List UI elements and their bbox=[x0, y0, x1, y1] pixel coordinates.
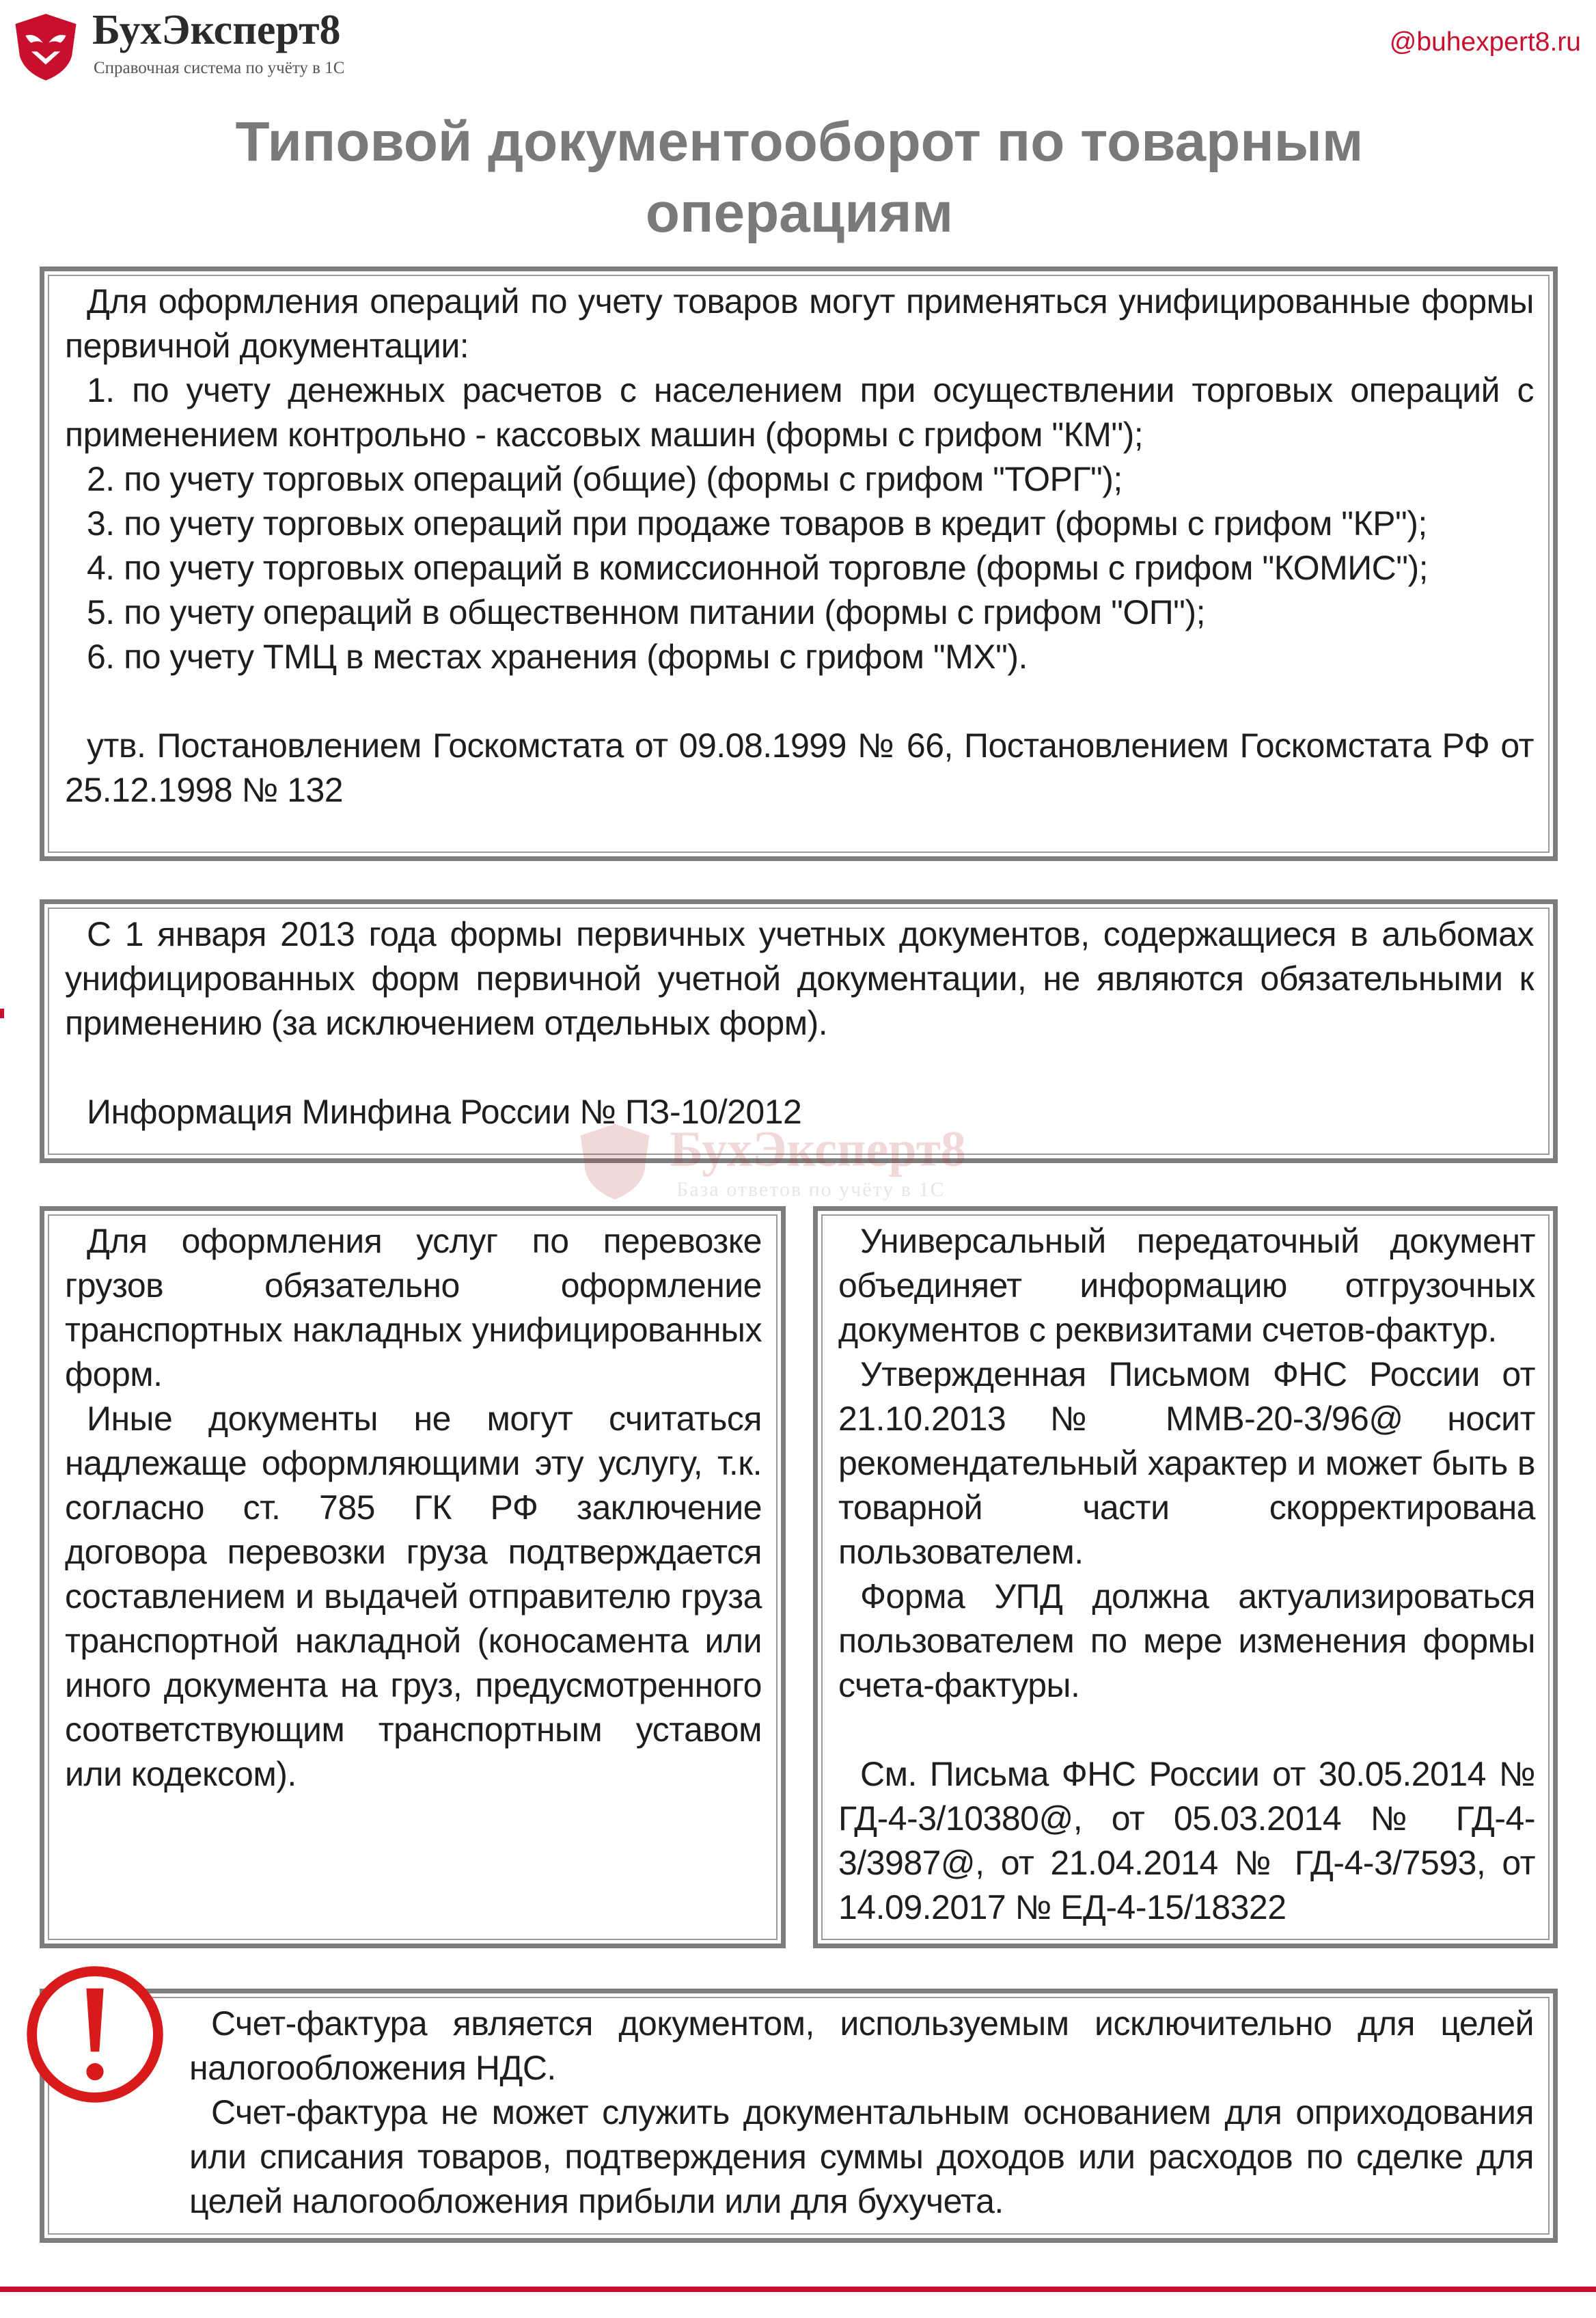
list-item: 1. по учету денежных расчетов с населением при осуществлении торговых операций с применением контрольно - кассовых машин (формы с грифом "КМ"); bbox=[65, 371, 1534, 454]
brand-name: БухЭксперт8 bbox=[92, 7, 341, 53]
bottom-rule bbox=[0, 2287, 1596, 2292]
unified-forms-box bbox=[40, 267, 1558, 861]
main-paragraph: С 1 января 2013 года формы первичных учетных документов, содержащиеся в альбомах унифицированных форм первичной учетной документации, не являются обязательными к применению (за исключением отдельных форм). bbox=[65, 915, 1534, 1042]
watermark-tagline: База ответов по учёту в 1С bbox=[676, 1178, 946, 1201]
transport-waybill-box bbox=[40, 1206, 786, 1948]
paragraph: Счет-фактура является документом, используемым исключительно для целей налогообложения НДС. bbox=[189, 2004, 1534, 2087]
source-reference: утв. Постановлением Госкомстата от 09.08.1999 № 66, Постановлением Госкомстата РФ от 25.12.1998 № 132 bbox=[65, 726, 1534, 809]
box-text bbox=[65, 1219, 762, 1797]
list-item: 2. по учету торговых операций (общие) (формы с грифом "ТОРГ"); bbox=[87, 460, 1123, 498]
paragraph: Универсальный передаточный документ объединяет информацию отгрузочных документов с реквизитами счетов-фактур. bbox=[838, 1222, 1535, 1349]
list-item: 6. по учету ТМЦ в местах хранения (формы с грифом "МХ"). bbox=[87, 638, 1028, 676]
invoice-note-box bbox=[40, 1989, 1558, 2243]
list-item: 4. по учету торговых операций в комиссионной торговле (формы с грифом "КОМИС"); bbox=[87, 549, 1429, 587]
list-item: 5. по учету операций в общественном питании (формы с грифом "ОП"); bbox=[87, 593, 1205, 631]
site-handle-link[interactable]: @buhexpert8.ru bbox=[1389, 27, 1581, 57]
paragraph: Иные документы не могут считаться надлежаще оформляющими эту услугу, т.к. согласно ст. 785 ГК РФ заключение договора перевозки груза подтверждается составлением и выдачей отправителю груза транспортной накладной (коносамента или иного документа на груз, предусмотренного соответствующим транспортным уставом или кодексом). bbox=[65, 1400, 762, 1793]
box-text bbox=[838, 1219, 1535, 1930]
paragraph: Утвержденная Письмом ФНС России от 21.10.2013 № ММВ-20-3/96@ носит рекомендательный характер и может быть в товарной части скорректирована пользователем. bbox=[838, 1355, 1535, 1571]
alert-exclamation-icon bbox=[23, 1963, 167, 2106]
paragraph: Счет-фактура не может служить документальным основанием для оприходования или списания товаров, подтверждения суммы доходов или расходов по сделке для целей налогообложения прибыли или для бухучета. bbox=[189, 2093, 1534, 2220]
edge-decoration bbox=[0, 1009, 4, 1018]
intro-paragraph: Для оформления операций по учету товаров могут применяться унифицированные формы первичной документации: bbox=[65, 282, 1534, 365]
source-reference: См. Письма ФНС России от 30.05.2014 № ГД-4-3/10380@, от 05.03.2014 № ГД-4-3/3987@, от 21.04.2014 № ГД-4-3/7593, от 14.09.2017 № ЕД-4-15/18322 bbox=[838, 1755, 1535, 1926]
paragraph: Для оформления услуг по перевозке грузов обязательно оформление транспортных накладных унифицированных форм. bbox=[65, 1222, 762, 1393]
list-item: 3. по учету торговых операций при продаже товаров в кредит (формы с грифом "КР"); bbox=[87, 504, 1427, 543]
forms-not-mandatory-box bbox=[40, 899, 1558, 1163]
page-title: Типовой документооборот по товарным операциям bbox=[235, 111, 1364, 245]
brand-tagline: Справочная система по учёту в 1С bbox=[94, 59, 345, 77]
box-text bbox=[65, 279, 1534, 813]
box-text bbox=[189, 2002, 1534, 2224]
upd-document-box bbox=[813, 1206, 1558, 1948]
paragraph: Форма УПД должна актуализироваться пользователем по мере изменения формы счета-фактуры. bbox=[838, 1577, 1535, 1704]
box-text bbox=[65, 912, 1534, 1134]
brand-logo-icon bbox=[10, 11, 82, 83]
source-reference: Информация Минфина России № ПЗ-10/2012 bbox=[87, 1093, 802, 1131]
